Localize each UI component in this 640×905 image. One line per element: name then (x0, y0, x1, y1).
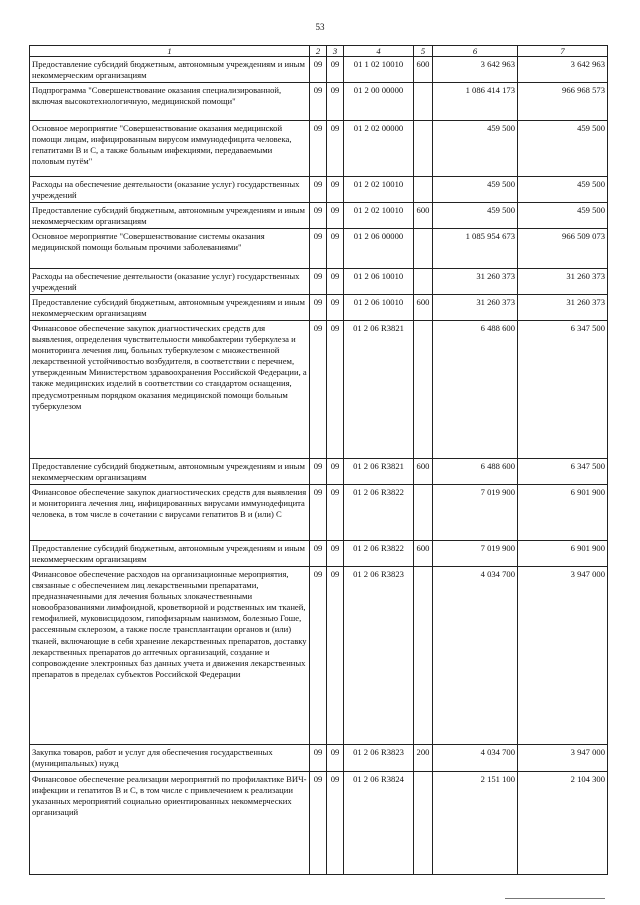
row-name: Финансовое обеспечение расходов на организационные мероприятия, связанные с обеспечением лиц лекарственными препаратами, предназначенными для лечения больных злокачественными новообразованиями лимфоидной, кроветворной и родственных им тканей, гемофилией, муковисцидозом, гипофизарным нанизмом, болезнью Гоше, рассеянным склерозом, а также после трансплантации органов и (или) тканей, включающие в себя хранение лекарственных препаратов, доставку лекарственных препаратов до аптечных организаций, создание и сопровождение электронных баз данных учета и движения лекарственных препаратов в пределах субъектов Российской Федерации (30, 567, 310, 745)
row-target-code: 01 1 02 10010 (344, 57, 414, 83)
row-section: 09 (310, 567, 327, 745)
row-target-code: 01 2 06 R3822 (344, 485, 414, 541)
row-amount-year2: 3 642 963 (518, 57, 608, 83)
row-section: 09 (310, 459, 327, 485)
row-amount-year2: 6 901 900 (518, 485, 608, 541)
header-cell: 1 (30, 46, 310, 57)
row-amount-year2: 459 500 (518, 177, 608, 203)
row-section: 09 (310, 203, 327, 229)
row-name: Основное мероприятие "Совершенствование оказания медицинской помощи лицам, инфицированным вирусом иммунодефицита человека, гепатитами В и С, а также больным инфекциями, передаваемыми половым путём" (30, 121, 310, 177)
row-section: 09 (310, 57, 327, 83)
row-subsection: 09 (327, 229, 344, 269)
row-amount-year2: 6 901 900 (518, 541, 608, 567)
row-section: 09 (310, 485, 327, 541)
row-target-code: 01 2 06 R3822 (344, 541, 414, 567)
row-target-code: 01 2 06 10010 (344, 269, 414, 295)
row-subsection: 09 (327, 321, 344, 459)
row-amount-year1: 459 500 (433, 121, 518, 177)
row-amount-year1: 459 500 (433, 177, 518, 203)
row-amount-year1: 7 019 900 (433, 485, 518, 541)
row-name: Финансовое обеспечение закупок диагностических средств для выявления и мониторинга лечения лиц, инфицированных вирусами иммунодефицита человека, в том числе в сочетании с вирусами гепатитов В и (или) С (30, 485, 310, 541)
row-amount-year1: 2 151 100 (433, 772, 518, 875)
row-name: Предоставление субсидий бюджетным, автономным учреждениям и иным некоммерческим организациям (30, 541, 310, 567)
row-amount-year1: 1 085 954 673 (433, 229, 518, 269)
row-name: Расходы на обеспечение деятельности (оказание услуг) государственных учреждений (30, 177, 310, 203)
row-subsection: 09 (327, 269, 344, 295)
table-row (30, 485, 608, 541)
row-amount-year2: 459 500 (518, 121, 608, 177)
table-row (30, 203, 608, 229)
row-expense-type (414, 83, 433, 121)
row-name: Подпрограмма "Совершенствование оказания специализированной, включая высокотехнологичную, медицинской помощи" (30, 83, 310, 121)
row-section: 09 (310, 321, 327, 459)
row-amount-year1: 3 642 963 (433, 57, 518, 83)
row-amount-year1: 31 260 373 (433, 269, 518, 295)
row-subsection: 09 (327, 203, 344, 229)
row-subsection: 09 (327, 295, 344, 321)
row-name: Предоставление субсидий бюджетным, автономным учреждениям и иным некоммерческим организациям (30, 57, 310, 83)
row-amount-year1: 7 019 900 (433, 541, 518, 567)
row-expense-type (414, 485, 433, 541)
header-cell: 6 (433, 46, 518, 57)
row-name: Финансовое обеспечение реализации мероприятий по профилактике ВИЧ-инфекции и гепатитов В и С, в том числе с привлечением к реализации указанных мероприятий социально ориентированных некоммерческих организаций (30, 772, 310, 875)
row-name: Расходы на обеспечение деятельности (оказание услуг) государственных учреждений (30, 269, 310, 295)
header-cell: 2 (310, 46, 327, 57)
row-target-code: 01 2 02 00000 (344, 121, 414, 177)
row-target-code: 01 2 06 R3821 (344, 459, 414, 485)
row-expense-type: 600 (414, 57, 433, 83)
table-row (30, 229, 608, 269)
row-target-code: 01 2 06 R3821 (344, 321, 414, 459)
row-amount-year2: 3 947 000 (518, 745, 608, 772)
table-body (30, 46, 608, 875)
row-expense-type: 600 (414, 295, 433, 321)
row-amount-year2: 966 968 573 (518, 83, 608, 121)
row-section: 09 (310, 772, 327, 875)
row-subsection: 09 (327, 567, 344, 745)
row-expense-type (414, 269, 433, 295)
table-row (30, 541, 608, 567)
row-subsection: 09 (327, 772, 344, 875)
footer-rule (505, 898, 605, 899)
header-cell: 5 (414, 46, 433, 57)
row-subsection: 09 (327, 541, 344, 567)
row-target-code: 01 2 06 R3823 (344, 745, 414, 772)
row-target-code: 01 2 06 10010 (344, 295, 414, 321)
table-row (30, 269, 608, 295)
row-amount-year1: 4 034 700 (433, 567, 518, 745)
row-target-code: 01 2 02 10010 (344, 177, 414, 203)
row-subsection: 09 (327, 745, 344, 772)
table-row (30, 177, 608, 203)
row-subsection: 09 (327, 121, 344, 177)
row-target-code: 01 2 00 00000 (344, 83, 414, 121)
row-amount-year1: 31 260 373 (433, 295, 518, 321)
row-subsection: 09 (327, 485, 344, 541)
row-amount-year2: 459 500 (518, 203, 608, 229)
row-section: 09 (310, 121, 327, 177)
table-row (30, 745, 608, 772)
row-section: 09 (310, 541, 327, 567)
row-expense-type: 600 (414, 203, 433, 229)
row-amount-year1: 6 488 600 (433, 459, 518, 485)
row-subsection: 09 (327, 177, 344, 203)
page-number: 53 (315, 22, 325, 32)
row-expense-type (414, 229, 433, 269)
row-amount-year2: 31 260 373 (518, 295, 608, 321)
row-section: 09 (310, 745, 327, 772)
row-amount-year2: 6 347 500 (518, 459, 608, 485)
header-cell: 3 (327, 46, 344, 57)
table-header-row (30, 46, 608, 57)
row-subsection: 09 (327, 83, 344, 121)
row-expense-type (414, 772, 433, 875)
row-target-code: 01 2 06 00000 (344, 229, 414, 269)
row-amount-year2: 966 509 073 (518, 229, 608, 269)
header-cell: 7 (518, 46, 608, 57)
header-cell: 4 (344, 46, 414, 57)
row-name: Финансовое обеспечение закупок диагностических средств для выявления, определения чувствительности микобактерии туберкулеза и мониторинга лечения лиц, больных туберкулезом с множественной лекарственной устойчивостью возбудителя, в соответствии с перечнем, утвержденным Министерством здравоохранения Российской Федерации, а также медицинских изделий в соответствии со стандартом оснащения, предусмотренным порядком оказания медицинской помощи больным туберкулезом (30, 321, 310, 459)
row-expense-type (414, 121, 433, 177)
row-name: Основное мероприятие "Совершенствование системы оказания медицинской помощи больным прочими заболеваниями" (30, 229, 310, 269)
row-amount-year2: 3 947 000 (518, 567, 608, 745)
table-row (30, 295, 608, 321)
table-row (30, 321, 608, 459)
row-amount-year1: 1 086 414 173 (433, 83, 518, 121)
table-row (30, 459, 608, 485)
row-section: 09 (310, 269, 327, 295)
row-name: Предоставление субсидий бюджетным, автономным учреждениям и иным некоммерческим организациям (30, 459, 310, 485)
row-amount-year1: 459 500 (433, 203, 518, 229)
row-expense-type: 200 (414, 745, 433, 772)
row-amount-year2: 31 260 373 (518, 269, 608, 295)
table-row (30, 121, 608, 177)
table-row (30, 567, 608, 745)
row-section: 09 (310, 177, 327, 203)
row-expense-type: 600 (414, 541, 433, 567)
row-name: Предоставление субсидий бюджетным, автономным учреждениям и иным некоммерческим организациям (30, 203, 310, 229)
budget-table (29, 45, 608, 875)
row-subsection: 09 (327, 459, 344, 485)
table-row (30, 772, 608, 875)
row-section: 09 (310, 83, 327, 121)
row-section: 09 (310, 229, 327, 269)
row-amount-year1: 6 488 600 (433, 321, 518, 459)
row-amount-year2: 2 104 300 (518, 772, 608, 875)
table-row (30, 83, 608, 121)
row-amount-year1: 4 034 700 (433, 745, 518, 772)
row-expense-type (414, 567, 433, 745)
row-target-code: 01 2 02 10010 (344, 203, 414, 229)
row-expense-type (414, 321, 433, 459)
row-name: Закупка товаров, работ и услуг для обеспечения государственных (муниципальных) нужд (30, 745, 310, 772)
row-target-code: 01 2 06 R3824 (344, 772, 414, 875)
row-target-code: 01 2 06 R3823 (344, 567, 414, 745)
row-expense-type (414, 177, 433, 203)
table-row (30, 57, 608, 83)
row-expense-type: 600 (414, 459, 433, 485)
row-subsection: 09 (327, 57, 344, 83)
row-name: Предоставление субсидий бюджетным, автономным учреждениям и иным некоммерческим организациям (30, 295, 310, 321)
row-amount-year2: 6 347 500 (518, 321, 608, 459)
row-section: 09 (310, 295, 327, 321)
